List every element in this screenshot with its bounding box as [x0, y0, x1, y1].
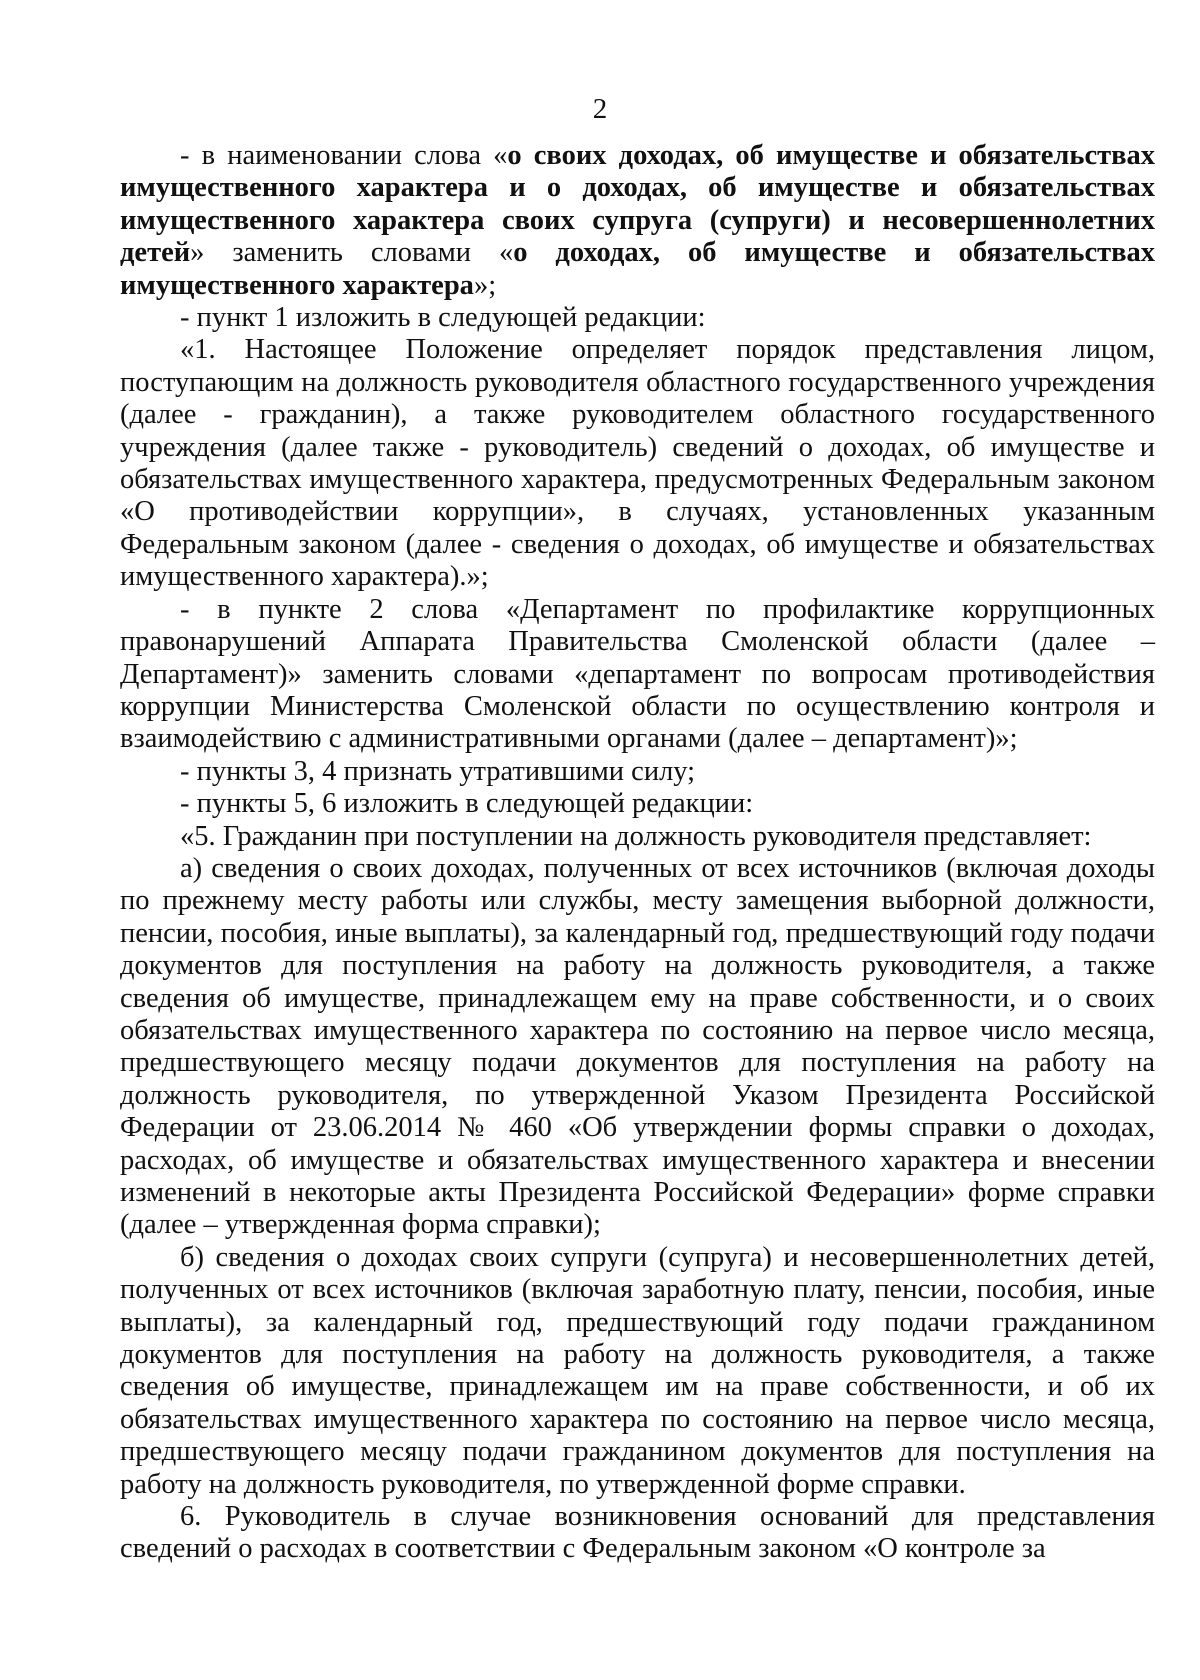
paragraph-item-6: 6. Руководитель в случае возникновения оснований для представления сведений о расходах в соответствии с Федеральным законом «О контроле за: [120, 1501, 1155, 1565]
paragraph-item-5: «5. Гражданин при поступлении на должность руководителя представляет:: [180, 820, 1092, 852]
paragraph-item-1-text: «1. Настоящее Положение определяет порядок представления лицом, поступающим на должность руководителя областного государственного учреждения (далее - гражданин), а также руководителем областного государственного учреждения (далее также - руководитель) сведений о доходах, об имуществе и обязательствах имущественного характера, предусмотренных Федеральным законом «О противодействии коррупции», в случаях, установленных указанным Федеральным законом (далее - сведения о доходах, об имуществе и обязательствах имущественного характера).»;: [120, 334, 1155, 593]
document-body: [120, 140, 1155, 1566]
text-fragment: »;: [473, 269, 497, 301]
page-number: 2: [592, 93, 608, 125]
paragraph-item-1-intro: - пункт 1 изложить в следующей редакции:: [180, 302, 706, 334]
paragraph-items-3-4: - пункты 3, 4 признать утратившими силу;: [180, 755, 696, 787]
text-fragment: » заменить словами «: [190, 237, 514, 269]
paragraph-items-5-6-intro: - пункты 5, 6 изложить в следующей редакции:: [180, 788, 754, 820]
bold-text-old-wording: о своих доходах, об имуществе и обязательствах имущественного характера и о доходах, об имуществе и обязательствах имущественного характера своих супруга (супруги) и несовершеннолетних детей: [120, 140, 1155, 269]
paragraph-title-amendment: [120, 140, 1155, 302]
paragraph-item-2: - в пункте 2 слова «Департамент по профилактике коррупционных правонарушений Аппарата Правительства Смоленской области (далее – Департамент)» заменить словами «департамент по вопросам противодействия коррупции Министерства Смоленской области по осуществлению контроля и взаимодействию с административными органами (далее – департамент)»;: [120, 593, 1155, 755]
paragraph-item-5-b: б) сведения о доходах своих супруги (супруга) и несовершеннолетних детей, полученных от всех источников (включая заработную плату, пенсии, пособия, иные выплаты), за календарный год, предшествующий году подачи гражданином документов для поступления на работу на должность руководителя, а также сведения об имуществе, принадлежащем им на праве собственности, и об их обязательствах имущественного характера по состоянию на первое число месяца, предшествующего месяцу подачи гражданином документов для поступления на работу на должность руководителя, по утвержденной форме справки.: [120, 1241, 1155, 1500]
paragraph-item-5-a: а) сведения о своих доходах, полученных от всех источников (включая доходы по прежнему месту работы или службы, месту замещения выборной должности, пенсии, пособия, иные выплаты), за календарный год, предшествующий году подачи документов для поступления на работу на должность руководителя, а также сведения об имуществе, принадлежащем ему на праве собственности, и о своих обязательствах имущественного характера по состоянию на первое число месяца, предшествующего месяцу подачи документов для поступления на работу на должность руководителя, по утвержденной Указом Президента Российской Федерации от 23.06.2014 № 460 «Об утверждении формы справки о доходах, расходах, об имуществе и обязательствах имущественного характера и внесении изменений в некоторые акты Президента Российской Федерации» форме справки (далее – утвержденная форма справки);: [120, 852, 1155, 1241]
text-fragment: - в наименовании слова «: [180, 140, 508, 171]
bold-text-new-wording: о доходах, об имуществе и обязательствах имущественного характера: [120, 237, 1155, 301]
